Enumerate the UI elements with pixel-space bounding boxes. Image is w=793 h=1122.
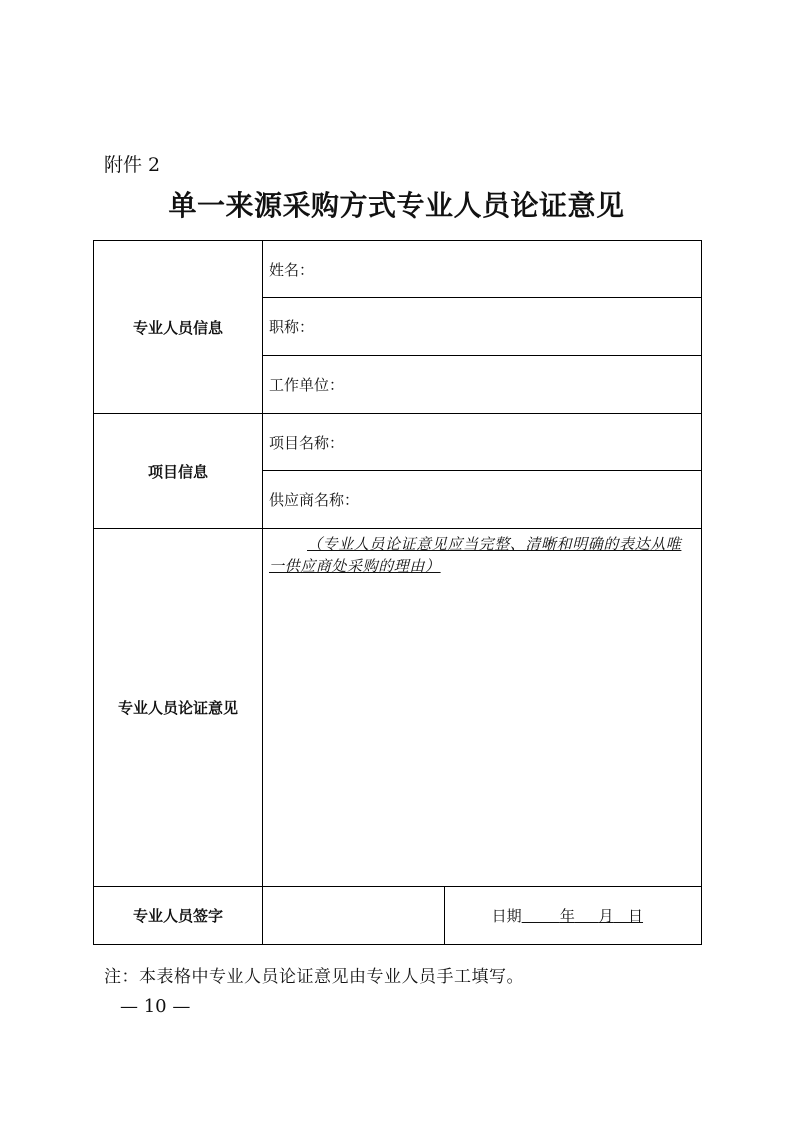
day-blank [614, 907, 628, 925]
date-field[interactable] [445, 887, 702, 945]
month-blank [575, 907, 599, 925]
page-number: — 10 — [120, 996, 191, 1017]
signature-field[interactable] [263, 887, 445, 945]
name-field[interactable]: 姓名： [263, 241, 702, 298]
opinion-form [93, 240, 702, 945]
opinion-field[interactable] [263, 529, 702, 887]
signature-label: 专业人员签字 [94, 887, 263, 945]
project-info-label: 项目信息 [94, 414, 263, 529]
attachment-label: 附件 2 [104, 154, 161, 176]
opinion-label: 专业人员论证意见 [94, 529, 263, 887]
title-field[interactable]: 职称： [263, 298, 702, 356]
employer-field[interactable]: 工作单位： [263, 356, 702, 414]
year-label: 年 [559, 907, 575, 925]
year-blank [522, 907, 560, 925]
day-label: 日 [628, 907, 644, 925]
footnote: 注：本表格中专业人员论证意见由专业人员手工填写。 [104, 967, 524, 987]
date-label: 日期 [491, 907, 522, 925]
page-title: 单一来源采购方式专业人员论证意见 [168, 189, 625, 222]
expert-info-label: 专业人员信息 [94, 241, 263, 414]
month-label: 月 [598, 907, 614, 925]
project-name-field[interactable]: 项目名称： [263, 414, 702, 471]
opinion-hint: （专业人员论证意见应当完整、清晰和明确的表达从唯一供应商处采购的理由） [269, 535, 682, 575]
supplier-name-field[interactable]: 供应商名称： [263, 471, 702, 529]
